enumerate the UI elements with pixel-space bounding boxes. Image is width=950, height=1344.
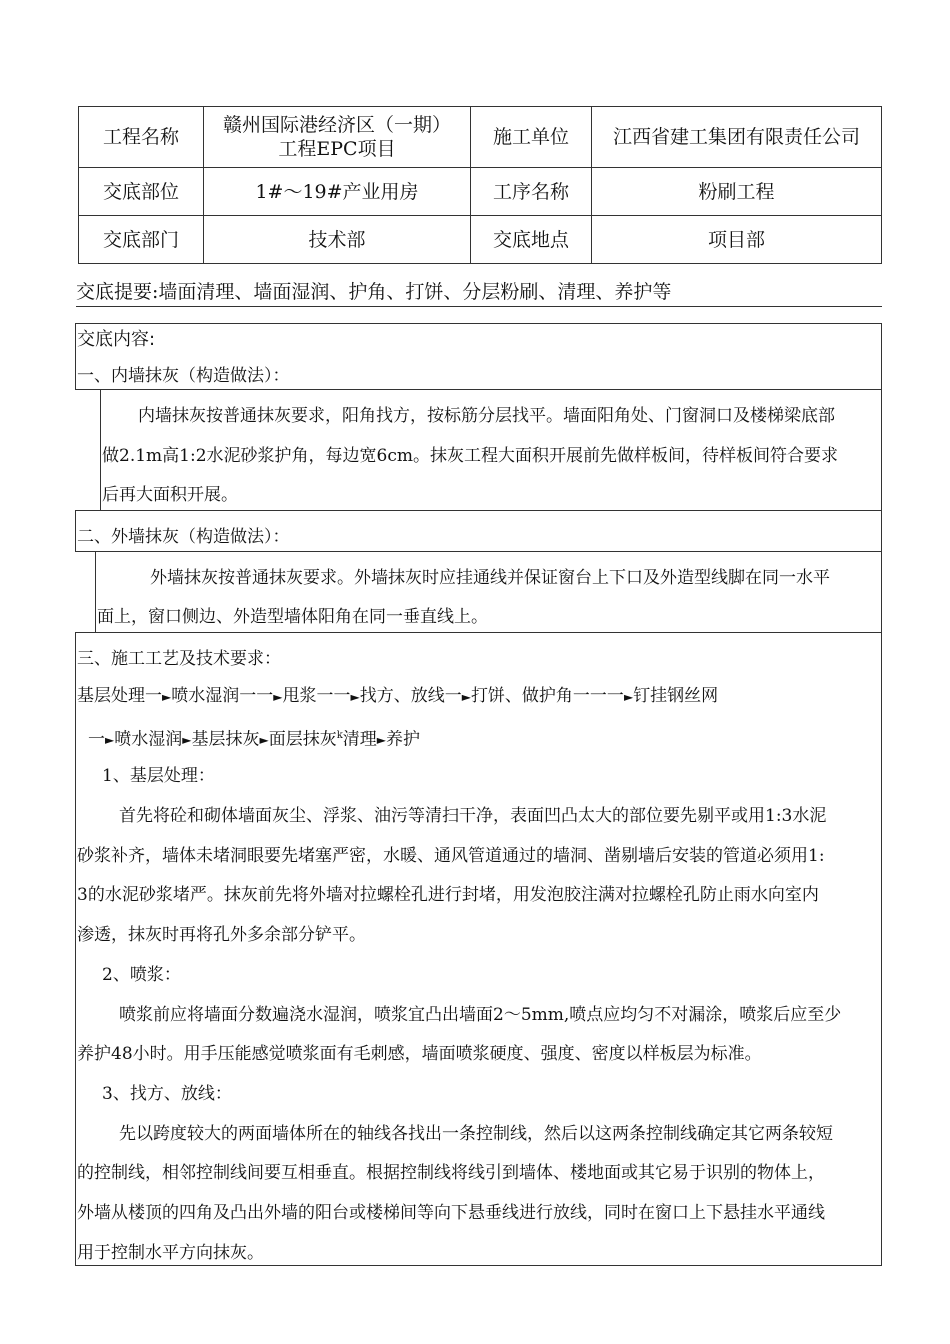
section3-title: 三、施工工艺及技术要求： — [77, 649, 281, 669]
subsection3-title: 3、找方、放线： — [102, 1084, 232, 1104]
label-place: 交底地点 — [471, 216, 592, 264]
flow-step: 打饼、做护角一一一 — [470, 686, 624, 706]
label-location: 交底部位 — [79, 168, 204, 216]
process-flow-row2 — [88, 724, 420, 752]
arrow-right-icon: ► — [350, 689, 360, 704]
arrow-right-icon: ► — [623, 689, 634, 704]
section2-line2: 面上，窗口侧边、外造型墙体阳角在同一垂直线上。 — [97, 607, 488, 627]
subsection1-line1: 首先将砼和砌体墙面灰尘、浮浆、油污等清扫干净，表面凹凸太大的部位要先剔平或用1:3水泥 — [119, 806, 827, 826]
value-process: 粉刷工程 — [592, 168, 882, 216]
value-contractor: 江西省建工集团有限责任公司 — [592, 107, 882, 168]
flow-step: 清理 — [342, 729, 377, 750]
value-department: 技术部 — [204, 216, 471, 264]
info-row-project — [79, 107, 882, 168]
section2-title: 二、外墙抹灰（构造做法）： — [77, 527, 290, 547]
flow-step: 基层抹灰 — [191, 729, 260, 750]
summary-line: 交底提要:墙面清理、墙面湿润、护角、打饼、分层粉刷、清理、养护等 — [76, 278, 882, 307]
subsection2-title: 2、喷浆： — [102, 965, 181, 985]
flow-step: 喷水湿润 — [114, 729, 183, 750]
subsection1-line2: 砂浆补齐，墙体未堵洞眼要先堵塞严密，水暖、通风管道通过的墙洞、凿剔墙后安装的管道必须用1: — [77, 846, 825, 866]
subsection2-line1: 喷浆前应将墙面分数遍浇水湿润，喷浆宜凸出墙面2～5mm,喷点应均匀不对漏涂，喷浆后应至少 — [119, 1005, 842, 1025]
flow-step: 钉挂钢丝网 — [633, 686, 719, 706]
section1-line1: 内墙抹灰按普通抹灰要求，阳角找方，按标筋分层找平。墙面阳角处、门窗洞口及楼梯梁底部 — [138, 406, 835, 426]
section2-line1: 外墙抹灰按普通抹灰要求。外墙抹灰时应挂通线并保证窗台上下口及外造型线脚在同一水平 — [150, 568, 830, 588]
info-table — [78, 106, 882, 264]
value-project-name: 赣州国际港经济区（一期） 工程EPC项目 — [204, 107, 471, 168]
info-row-location — [79, 168, 882, 216]
subsection3-line2: 的控制线，相邻控制线间要互相垂直。根据控制线将线引到墙体、楼地面或其它易于识别的物体上， — [77, 1163, 825, 1183]
info-row-department — [79, 216, 882, 264]
process-flow-row1 — [77, 684, 718, 709]
value-place: 项目部 — [592, 216, 882, 264]
section1-line2: 做2.1m高1:2水泥砂浆护角，每边宽6cm。抹灰工程大面积开展前先做样板间，待样板间符合要求 — [102, 446, 838, 466]
section1-line3: 后再大面积开展。 — [102, 485, 238, 505]
flow-step: 基层处理一 — [77, 686, 162, 706]
content-heading: 交底内容: — [77, 329, 156, 350]
subsection2-line2: 养护48小时。用手压能感觉喷浆面有毛刺感，墙面喷浆硬度、强度、密度以样板层为标准。 — [77, 1044, 762, 1064]
subsection1-line3: 3的水泥砂浆堵严。抹灰前先将外墙对拉螺栓孔进行封堵，用发泡胶注满对拉螺栓孔防止雨水向室内 — [77, 885, 819, 905]
flow-step: 养护 — [386, 729, 420, 750]
arrow-right-icon: ► — [182, 733, 192, 748]
label-department: 交底部门 — [79, 216, 204, 264]
subsection3-line3: 外墙从楼顶的四角及凸出外墙的阳台或楼梯间等向下悬垂线进行放线，同时在窗口上下悬挂水平通线 — [77, 1203, 825, 1223]
value-location: 1#～19#产业用房 — [204, 168, 471, 216]
label-project-name: 工程名称 — [79, 107, 204, 168]
subsection1-line4: 渗透，抹灰时再将孔外多余部分铲平。 — [77, 925, 366, 945]
flow-step: 甩浆一一 — [282, 686, 351, 706]
flow-step: 找方、放线一 — [359, 686, 462, 706]
arrow-right-icon: ► — [273, 689, 283, 704]
arrow-right-icon: ► — [162, 689, 172, 704]
arrow-right-icon: ► — [461, 689, 471, 704]
label-process: 工序名称 — [471, 168, 592, 216]
flow-step: 一 — [88, 729, 105, 750]
flow-step: 面层抹灰 — [268, 729, 337, 750]
arrow-right-icon: ► — [376, 733, 386, 748]
flow-mark: k — [336, 730, 343, 741]
subsection3-line1: 先以跨度较大的两面墙体所在的轴线各找出一条控制线，然后以这两条控制线确定其它两条较短 — [119, 1124, 833, 1144]
arrow-right-icon: ► — [259, 733, 269, 748]
subsection3-line4: 用于控制水平方向抹灰。 — [77, 1243, 264, 1263]
label-contractor: 施工单位 — [471, 107, 592, 168]
arrow-right-icon: ► — [105, 733, 115, 748]
subsection1-title: 1、基层处理： — [102, 766, 215, 786]
section1-title: 一、内墙抹灰（构造做法）： — [77, 366, 290, 386]
flow-step: 喷水湿润一一 — [171, 686, 274, 706]
